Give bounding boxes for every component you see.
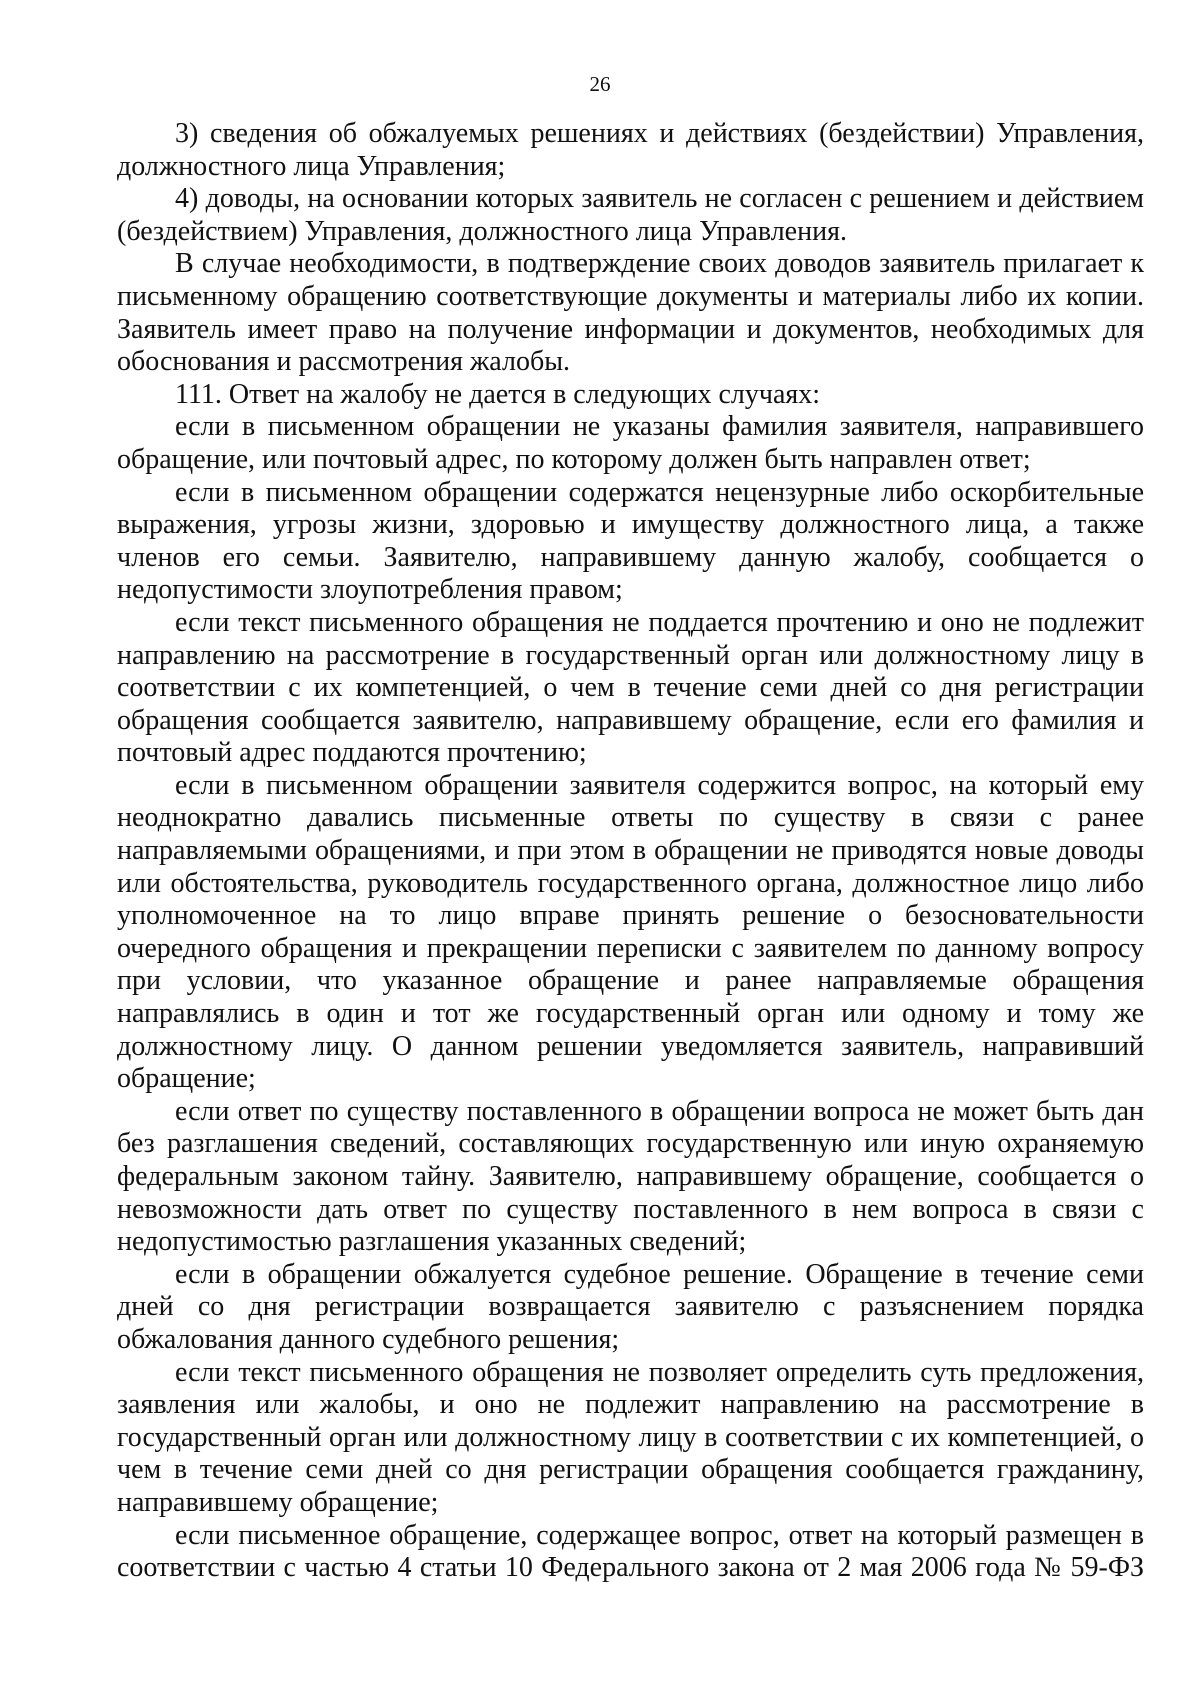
paragraph-case-repeated: если в письменном обращении заявителя содержится вопрос, на который ему неоднократно давались письменные ответы по существу в связи с ранее направляемыми обращениями, и при этом в обращении не приводятся новые доводы или обстоятельства, руководитель государственного органа, должностное лицо либо уполномоченное на то лицо вправе принять решение о безосновательности очередного обращения и прекращении переписки с заявителем по данному вопросу при условии, что указанное обращение и ранее направляемые обращения направлялись в один и тот же государственный орган или одному и тому же должностному лицу. О данном решении уведомляется заявитель, направивший обращение;	[117, 769, 1144, 1095]
page-number: 26	[589, 72, 611, 96]
paragraph-case-secret: если ответ по существу поставленного в обращении вопроса не может быть дан без разглашения сведений, составляющих государственную или иную охраняемую федеральным законом тайну. Заявителю, направившему обращение, сообщается о невозможности дать ответ по существу поставленного в нем вопроса в связи с недопустимостью разглашения указанных сведений;	[117, 1095, 1144, 1258]
paragraph-case-published: если письменное обращение, содержащее вопрос, ответ на который размещен в соответствии с частью 4 статьи 10 Федерального закона от 2 мая 2006 года № 59-ФЗ	[117, 1519, 1144, 1584]
document-body	[117, 118, 1144, 1585]
paragraph-clause-111: 111. Ответ на жалобу не дается в следующих случаях:	[175, 378, 821, 410]
paragraph-case-unclear: если текст письменного обращения не позволяет определить суть предложения, заявления или жалобы, и оно не подлежит направлению на рассмотрение в государственный орган или должностному лицу в соответствии с их компетенцией, о чем в течение семи дней со дня регистрации обращения сообщается гражданину, направившему обращение;	[117, 1356, 1144, 1518]
paragraph-attachments: В случае необходимости, в подтверждение своих доводов заявитель прилагает к письменному обращению соответствующие документы и материалы либо их копии. Заявитель имеет право на получение информации и документов, необходимых для обоснования и рассмотрения жалобы.	[117, 248, 1144, 378]
paragraph-case-unreadable: если текст письменного обращения не поддается прочтению и оно не подлежит направлению на рассмотрение в государственный орган или должностному лицу в соответствии с их компетенцией, о чем в течение семи дней со дня регистрации обращения сообщается заявителю, направившему обращение, если его фамилия и почтовый адрес поддаются прочтению;	[117, 606, 1144, 769]
paragraph-case-obscene: если в письменном обращении содержатся нецензурные либо оскорбительные выражения, угрозы жизни, здоровью и имуществу должностного лица, а также членов его семьи. Заявителю, направившему данную жалобу, сообщается о недопустимости злоупотребления правом;	[117, 476, 1144, 606]
paragraph-item-4: 4) доводы, на основании которых заявитель не согласен с решением и действием (бездействием) Управления, должностного лица Управления.	[117, 183, 1144, 247]
paragraph-item-3: 3) сведения об обжалуемых решениях и действиях (бездействии) Управления, должностного лица Управления;	[117, 118, 1144, 182]
paragraph-case-no-name: если в письменном обращении не указаны фамилия заявителя, направившего обращение, или почтовый адрес, по которому должен быть направлен ответ;	[117, 411, 1144, 475]
paragraph-case-court: если в обращении обжалуется судебное решение. Обращение в течение семи дней со дня регистрации возвращается заявителю с разъяснением порядка обжалования данного судебного решения;	[117, 1258, 1144, 1355]
